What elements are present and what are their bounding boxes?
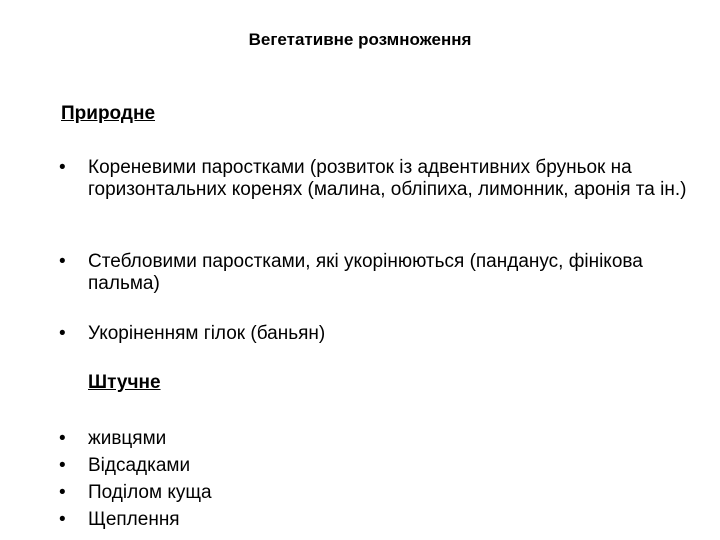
bullet-icon: • [59,323,66,344]
section-heading-artificial: Штучне [88,372,161,393]
bullet-icon: • [59,428,66,449]
list-item-text: Кореневими паростками (розвиток із адвентивних бруньок на горизонтальних коренях (малина, обліпиха, лимонник, аронія та ін.) [88,157,687,200]
list-item [59,452,459,479]
bullet-icon: • [59,251,66,272]
bullet-icon: • [59,509,66,530]
page-title: Вегетативне розмноження [248,30,472,49]
bullet-icon: • [59,455,66,476]
list-item-text: Щеплення [88,509,180,530]
list-item [59,479,459,506]
list-item [59,425,459,452]
list-item [59,506,459,533]
list-item-text: Стебловими паростками, які укорінюються (панданус, фінікова пальма) [88,251,643,294]
section-heading-natural: Природне [61,103,156,124]
artificial-list [59,425,459,533]
list-item-text: Укоріненням гілок (баньян) [88,323,326,344]
list-item-text: живцями [88,428,167,449]
list-item-text: Відсадками [88,455,191,476]
bullet-icon: • [59,482,66,503]
list-item-text: Поділом куща [88,482,212,503]
bullet-icon: • [59,157,66,178]
